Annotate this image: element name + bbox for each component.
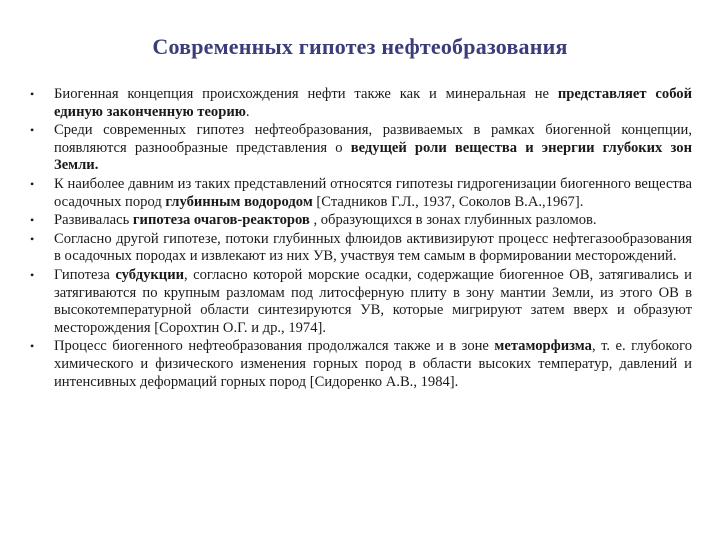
text-run-bold: гипотеза очагов-реакторов — [132, 212, 310, 229]
bullet-dot-icon: • — [30, 267, 35, 282]
text-run: [Стадников Г.Л., 1937, Соколов В.А.,1967]. — [312, 193, 584, 210]
bullet-text — [54, 86, 692, 120]
bullet-list — [30, 86, 692, 392]
bullet-dot-icon: • — [30, 213, 35, 228]
bullet-dot-icon: • — [30, 123, 35, 138]
bullet-item — [30, 176, 692, 211]
text-run: , согласно которой морские осадки, содержащие биогенное ОВ, затягивались и затягиваются по крупным разломам под литосферную плиту в зону мантии Земли, из этого ОВ в высокотемпературной области синтезируются УВ, которые мигрируют затем вверх и образуют месторождения [Сорохтин О.Г. и др., 1974]. — [54, 266, 692, 336]
bullet-text — [54, 176, 692, 210]
text-run: Гипотеза — [54, 266, 116, 283]
text-run: Среди современных гипотез нефтеобразования, развиваемых в рамках биогенной концепции, появляются разнообразные представления о — [54, 122, 692, 156]
bullet-text — [54, 212, 597, 228]
bullet-item — [30, 212, 692, 230]
bullet-text — [54, 338, 692, 389]
bullet-item — [30, 231, 692, 266]
text-run: Процесс биогенного нефтеобразования продолжался также и в зоне — [54, 338, 495, 355]
text-run-bold: ведущей роли вещества и энергии глубоких зон Земли. — [54, 139, 692, 174]
text-run: Развивалась — [54, 212, 133, 229]
bullet-text — [54, 231, 692, 265]
bullet-dot-icon: • — [30, 339, 35, 354]
bullet-item — [30, 86, 692, 121]
text-run: , образующихся в зонах глубинных разломов. — [309, 212, 597, 229]
text-run: Согласно другой гипотезе, потоки глубинных флюидов активизируют процесс нефтегазообразования в осадочных породах и извлекают из них УВ, участвуя тем самым в формировании месторождений. — [54, 230, 692, 265]
bullet-item — [30, 122, 692, 175]
text-run: Биогенная концепция происхождения нефти также как и минеральная не — [54, 86, 558, 102]
text-run-bold: глубинным водородом — [165, 193, 313, 210]
text-run: К наиболее давним из таких представлений относятся гипотезы гидрогенизации биогенного вещества осадочных пород — [54, 175, 692, 210]
bullet-dot-icon: • — [30, 176, 35, 191]
text-run-bold: метаморфизма — [494, 338, 592, 355]
bullet-item — [30, 338, 692, 391]
bullet-dot-icon: • — [30, 87, 35, 101]
bullet-text — [54, 267, 692, 336]
text-run-bold: представляет собой единую законченную теорию — [54, 86, 693, 120]
bullet-item — [30, 267, 692, 337]
text-run: . — [245, 103, 250, 120]
text-run-bold: субдукции — [115, 266, 185, 283]
bullet-dot-icon: • — [30, 231, 35, 246]
bullet-text — [54, 122, 692, 173]
slide-title: Современных гипотез нефтеобразования — [152, 34, 568, 59]
text-run: , т. е. глубокого химического и физического изменения горных пород в области высоких температур, давлений и интенсивных деформаций горных пород [Сидоренко А.В., 1984]. — [54, 338, 693, 390]
